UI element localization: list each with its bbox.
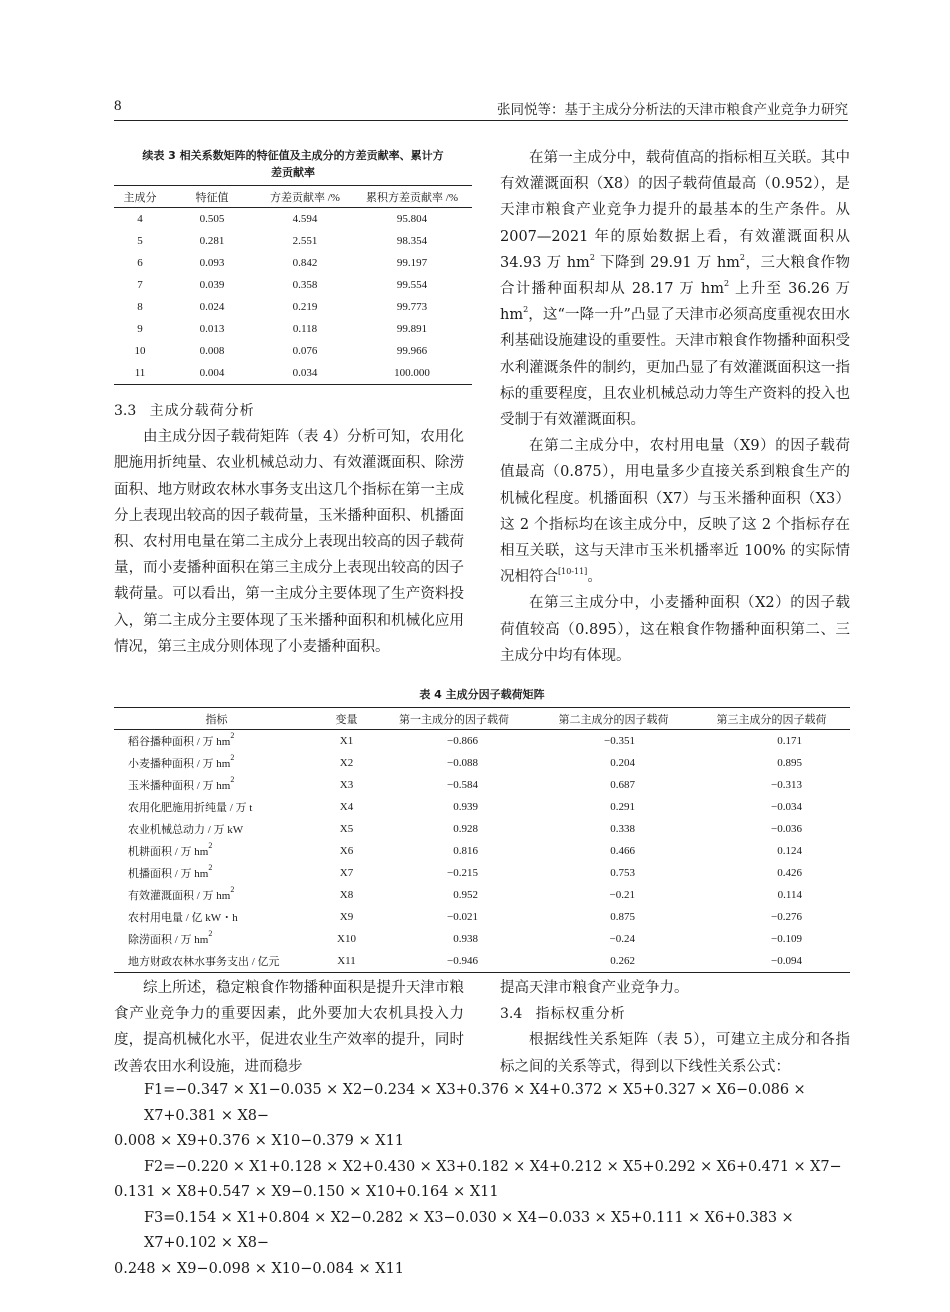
running-title: 张同悦等：基于主成分分析法的天津市粮食产业竞争力研究 (497, 102, 848, 118)
right-paragraph-1: 在第一主成分中，载荷值高的指标相互关联。其中有效灌溉面积（X8）的因子载荷值最高（0.952），是天津市粮食产业竞争力提升的最基本的生产条件。从 2007—2021 年的原始数据上看，有效灌溉面积从 34.93 万 $hm^2$ 下降到 29.91 万 $hm^2$，三大粮食作物合计播种面积却从 28.17 万 $hm^2$ 上升至 36.26 万 $hm^2$，这“一降一升”凸显了天津市必须高度重视农田水利基础设施建设的重要性。天津市粮食作物播种面积受水利灌溉条件的制约，更加凸显了有效灌溉面积这一指标的重要程度，且农业机械总动力等生产资料的投入也受制于有效灌溉面积。 (500, 150, 850, 429)
loading-value: 0.466 (610, 845, 635, 857)
table3-cell: 2.551 (292, 235, 318, 247)
indicator-name: 地方财政农林水事务支出 / 亿元 (114, 950, 319, 973)
loading-value: −0.21 (609, 889, 635, 901)
table3-cell: 98.354 (396, 235, 428, 247)
indicator-name: 农用化肥施用折纯量 / 万 t (128, 802, 253, 814)
indicator-name: 农村用电量 / 亿 kW・h (128, 912, 238, 924)
variable-cell: X1 (339, 735, 354, 747)
section-3-4-paragraph: 根据线性关系矩阵（表 5），可建立主成分和各指标之间的关系等式，得到以下线性关系公式： (500, 1032, 850, 1075)
table3-cell: 0.093 (199, 257, 225, 269)
table3-cell: 4.594 (292, 213, 318, 225)
loading-value: −0.351 (604, 735, 635, 747)
equation-f2 (114, 1155, 854, 1206)
loading-value: 0.939 (453, 801, 478, 813)
equation-line: F1=−0.347 × X1−0.035 × X2−0.234 × X3+0.376 × X4+0.372 × X5+0.327 × X6−0.086 × X7+0.381 × X8− (144, 1082, 806, 1124)
table4-row (114, 818, 850, 840)
table4-row (114, 862, 850, 884)
table3-cell: 0.076 (292, 345, 318, 357)
table3-header-row (114, 186, 472, 208)
summary-continuation: 提高天津市粮食产业竞争力。 (500, 980, 689, 996)
variable-cell: X3 (339, 779, 354, 791)
section-number: 3.3 (114, 403, 137, 419)
table4-header-cell: 指标 (114, 708, 319, 730)
table4-row (114, 906, 850, 928)
loading-value: −0.24 (609, 933, 635, 945)
table3-cell: 0.505 (199, 213, 225, 225)
indicator-name: 玉米播种面积 / 万 $hm^2$ (128, 775, 235, 792)
table3-cell: 8 (137, 301, 143, 313)
table3-cell: 99.966 (396, 345, 428, 357)
table4-header-row (114, 708, 850, 730)
loading-value: −0.313 (771, 779, 802, 791)
loading-value: 0.875 (610, 911, 635, 923)
section-3-3-heading (114, 398, 464, 424)
table4-row (114, 840, 850, 862)
table4-header-cell: 第三主成分的因子载荷 (693, 708, 850, 730)
right-paragraph-2: 在第二主成分中，农村用电量（X9）的因子载荷值最高（0.875），用电量多少直接关系到粮食生产的机械化程度。机播面积（X7）与玉米播种面积（X3）这 2 个指标均在该主成分中，反映了这 2 个指标存在相互关联，这与天津市玉米机播率近 100% 的实际情况相符合[10-11]。 (500, 438, 850, 586)
loading-value: −0.088 (447, 757, 478, 769)
section-3-4-heading (500, 1001, 850, 1027)
indicator-name: 小麦播种面积 / 万 $hm^2$ (128, 753, 235, 770)
table3-cell: 7 (137, 279, 143, 291)
header-rule (114, 120, 848, 121)
loading-value: −0.109 (771, 933, 802, 945)
variable-cell: X5 (339, 823, 354, 835)
loading-value: −0.021 (447, 911, 478, 923)
section-3-3-paragraph: 由主成分因子载荷矩阵（表 4）分析可知，农用化肥施用折纯量、农业机械总动力、有效灌溉面积、除涝面积、地方财政农林水事务支出这几个指标在第一主成分上表现出较高的因子载荷量，玉米播种面积、机播面积、农村用电量在第二主成分上表现出较高的因子载荷量，而小麦播种面积在第三主成分上表现出较高的因子载荷量。可以看出，第一主成分主要体现了生产资料投入，第二主成分主要体现了玉米播种面积和机械化应用情况，第三主成分则体现了小麦播种面积。 (114, 429, 464, 655)
loading-value: 0.928 (453, 823, 478, 835)
equation-line: 0.248 × X9−0.098 × X10−0.084 × X11 (114, 1260, 405, 1277)
indicator-name: 农业机械总动力 / 万 kW (128, 824, 244, 836)
table3-cell: 10 (134, 345, 146, 357)
variable-cell: X4 (339, 801, 354, 813)
loading-value: 0.338 (610, 823, 635, 835)
table4-block (114, 686, 850, 973)
loading-value: −0.946 (374, 950, 534, 973)
table3-row (114, 296, 472, 318)
summary-paragraph: 综上所述，稳定粮食作物播种面积是提升天津市粮食产业竞争力的重要因素，此外要加大农机具投入力度，提高机械化水平，促进农业生产效率的提升，同时改善农田水利设施，进而稳步 (114, 980, 464, 1075)
loading-value: 0.114 (777, 889, 802, 901)
loading-value: −0.094 (693, 950, 850, 973)
equation-line: 0.131 × X8+0.547 × X9−0.150 × X10+0.164 × X11 (114, 1184, 499, 1200)
table4-header-cell: 第二主成分的因子载荷 (534, 708, 693, 730)
loading-value: 0.204 (610, 757, 635, 769)
table3-cell: 9 (137, 323, 143, 335)
indicator-name: 除涝面积 / 万 $hm^2$ (128, 929, 213, 946)
loading-value: −0.034 (771, 801, 802, 813)
loading-value: 0.816 (453, 845, 478, 857)
table3-cell: 99.773 (396, 301, 428, 313)
citation: [10-11] (558, 567, 588, 577)
equation-f3 (114, 1206, 854, 1283)
table3-caption-line2: 差贡献率 (271, 166, 315, 179)
variable-cell: X7 (339, 867, 354, 879)
table3-cell: 0.004 (166, 362, 258, 385)
loading-value: 0.952 (453, 889, 478, 901)
right-paragraph-3: 在第三主成分中，小麦播种面积（X2）的因子载荷值较高（0.895），这在粮食作物播种面积第二、三主成分中均有体现。 (500, 595, 850, 664)
table3-cell: 0.118 (292, 323, 318, 335)
loading-value: 0.291 (610, 801, 635, 813)
loading-value: 0.171 (777, 735, 802, 747)
loading-value: 0.753 (610, 867, 635, 879)
bottom-left-text (114, 975, 464, 1080)
loading-value: 0.426 (777, 867, 802, 879)
table3-block (114, 147, 472, 385)
table3-cell: 95.804 (396, 213, 428, 225)
table4-row (114, 774, 850, 796)
table3-cell: 0.358 (292, 279, 318, 291)
table4-caption: 表 4 主成分因子载荷矩阵 (419, 688, 545, 701)
table3-cell: 0.219 (292, 301, 318, 313)
table3-cell: 4 (137, 213, 143, 225)
indicator-name: 机耕面积 / 万 $hm^2$ (128, 841, 213, 858)
table3-row (114, 362, 472, 385)
loading-value: −0.276 (771, 911, 802, 923)
bottom-right-text (500, 975, 850, 1080)
equation-f1 (114, 1078, 854, 1155)
indicator-name: 机播面积 / 万 $hm^2$ (128, 863, 213, 880)
loading-value: 0.124 (777, 845, 802, 857)
table3-row (114, 252, 472, 274)
table3-cell: 99.197 (396, 257, 428, 269)
table3-cell: 0.039 (199, 279, 225, 291)
section-title: 主成分载荷分析 (149, 403, 255, 419)
loading-value: 0.895 (777, 757, 802, 769)
table3-cell: 0.024 (199, 301, 225, 313)
variable-cell: X9 (339, 911, 354, 923)
table3-cell: 0.842 (292, 257, 318, 269)
table3-row (114, 318, 472, 340)
table4-row (114, 884, 850, 906)
table3-row (114, 274, 472, 296)
table3-cell: 0.008 (199, 345, 225, 357)
equations-block (114, 1078, 854, 1282)
equation-line: F3=0.154 × X1+0.804 × X2−0.282 × X3−0.030 × X4−0.033 × X5+0.111 × X6+0.383 × X7+0.102 × X8− (144, 1209, 794, 1251)
table3-cell: 11 (114, 362, 166, 385)
loading-value: −0.866 (447, 735, 478, 747)
table3-cell: 0.034 (258, 362, 352, 385)
table3-cell: 0.013 (199, 323, 225, 335)
table4-row (114, 796, 850, 818)
table3-caption (114, 147, 472, 181)
section-3-3 (114, 398, 464, 660)
variable-cell: X11 (319, 950, 374, 973)
indicator-name: 有效灌溉面积 / 万 $hm^2$ (128, 885, 235, 902)
table4 (114, 707, 850, 973)
loading-value: 0.687 (610, 779, 635, 791)
table3-cell: 99.891 (396, 323, 428, 335)
table3-cell: 0.281 (199, 235, 225, 247)
section-title: 指标权重分析 (535, 1006, 626, 1023)
equation-line: F2=−0.220 × X1+0.128 × X2+0.430 × X3+0.182 × X4+0.212 × X5+0.292 × X6+0.471 × X7− (144, 1158, 842, 1175)
table4-header-cell: 第一主成分的因子载荷 (374, 708, 534, 730)
section-number: 3.4 (500, 1006, 523, 1023)
variable-cell: X2 (339, 757, 354, 769)
loading-value: 0.262 (534, 950, 693, 973)
table4-row (114, 730, 850, 753)
table4-row (114, 928, 850, 950)
table3-row (114, 340, 472, 362)
table3-header-cell: 累积方差贡献率 /% (352, 186, 472, 208)
table3-cell: 99.554 (396, 279, 428, 291)
equation-line: 0.008 × X9+0.376 × X10−0.379 × X11 (114, 1133, 405, 1149)
indicator-name: 稻谷播种面积 / 万 $hm^2$ (128, 731, 235, 748)
table3 (114, 185, 472, 385)
right-column-text (500, 145, 850, 669)
table3-header-cell: 特征值 (166, 186, 258, 208)
table3-row (114, 208, 472, 231)
loading-value: −0.584 (447, 779, 478, 791)
table4-row (114, 950, 850, 973)
table3-cell: 6 (137, 257, 143, 269)
variable-cell: X10 (337, 933, 356, 945)
loading-value: 0.938 (453, 933, 478, 945)
loading-value: −0.036 (771, 823, 802, 835)
table3-header-cell: 方差贡献率 /% (258, 186, 352, 208)
table3-cell: 100.000 (352, 362, 472, 385)
table4-header-cell: 变量 (319, 708, 374, 730)
page-number: 8 (114, 98, 122, 114)
table3-header-cell: 主成分 (114, 186, 166, 208)
table3-row (114, 230, 472, 252)
variable-cell: X6 (339, 845, 354, 857)
table3-cell: 5 (137, 235, 143, 247)
variable-cell: X8 (339, 889, 354, 901)
table4-row (114, 752, 850, 774)
table3-caption-line1: 续表 3 相关系数矩阵的特征值及主成分的方差贡献率、累计方 (142, 149, 444, 162)
loading-value: −0.215 (447, 867, 478, 879)
